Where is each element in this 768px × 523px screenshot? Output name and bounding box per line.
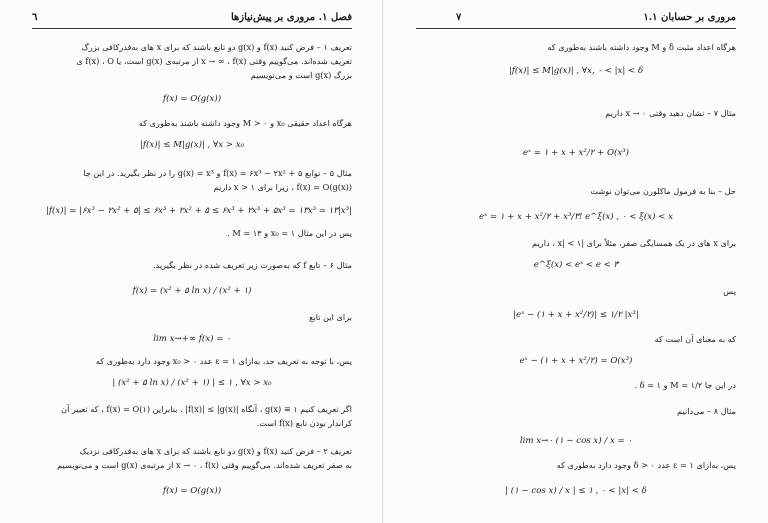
- running-title: ۱.۱ مروری بر حسابان: [643, 12, 736, 23]
- formula: |f(x)| = |۶x³ − ۲x² + ۵| ≤ ۶x³ + ۲x² + ۵ ≤ ۶x³ + ۲x³ + ۵x³ = ۱۳x³ = ۱۳|x³|: [45, 206, 352, 216]
- text-line: بزرگ g(x) است و می‌نویسیم: [250, 70, 352, 80]
- running-title: فصل ۱. مروری بر پیش‌نیازها: [230, 12, 352, 23]
- right-page-header: [416, 12, 736, 26]
- formula: | (x² + ۵ ln x) / (x² + ۱) | ≤ ۱ , ∀x > x₀: [112, 378, 272, 388]
- text-line: مثال ۶ – تابع f که به‌صورت زیر تعریف شده در نظر بگیرید.: [152, 260, 352, 270]
- text-line: حل – بنا به فرمول ماکلورن می‌توان نوشت: [590, 186, 736, 196]
- left-page-header: [32, 12, 352, 26]
- formula: |f(x)| ≤ M|g(x)| , ∀x, ۰ < |x| < δ: [508, 66, 644, 76]
- text-line: هرگاه اعداد مثبت δ و M وجود داشته باشند به‌طوری که: [547, 42, 736, 52]
- text-line: تعریف ۱ – فرض کنید f(x) و g(x) دو تابع باشند که برای x های به‌قدرکافی بزرگ: [81, 42, 352, 52]
- text-line: مثال ۸ – می‌دانیم: [677, 406, 736, 416]
- formula: eˣ − (۱ + x + x²/۲) = O(x³): [519, 356, 633, 366]
- right-page: [384, 0, 768, 523]
- formula: eˣ = ۱ + x + x²/۲ + x³/۳! e^ξ(x) , ۰ < ξ(x) < x: [479, 212, 673, 222]
- page-number: ٦: [32, 12, 38, 23]
- text-line: تعریف ۲ – فرض کنید f(x) و g(x) دو تابع باشند که برای x های به‌قدرکافی نزدیک: [79, 446, 352, 456]
- text-line: برای این تابع: [309, 312, 352, 322]
- formula: | (۱ − cos x) / x | ≤ ۱ , ۰ < |x| < δ: [505, 486, 647, 496]
- text-line: پس: [723, 286, 736, 296]
- text-line: در این جا M = ۱/۲ و δ = ۱ .: [634, 380, 736, 390]
- text-line: پس، به‌ازای ε = ۱ عدد δ > ۰ وجود دارد به‌طوری که: [556, 460, 736, 470]
- formula: lim x→۰ (۱ − cos x) / x = ۰: [519, 436, 633, 446]
- text-line: که به معنای آن است که: [654, 334, 736, 344]
- text-line: هرگاه اعداد حقیقی x₀ و M > ۰ وجود داشته باشند به‌طوری که: [138, 118, 352, 128]
- formula: e^ξ(x) < eˣ < e < ۳: [533, 260, 619, 270]
- text-line: کراندار بودن تابع f(x) است.: [256, 418, 352, 428]
- text-line: اگر تعریف کنیم g(x) ≡ ۱ ، آنگاه |f(x)| ≤ |g(x)| . بنابراین f(x) = O(۱) ، که تعبیر آن: [61, 404, 352, 414]
- header-rule: [416, 28, 736, 29]
- formula: eˣ = ۱ + x + x²/۲ + O(x³): [522, 148, 630, 158]
- formula: |f(x)| ≤ M|g(x)| , ∀x > x₀: [139, 140, 244, 150]
- header-rule: [32, 28, 352, 29]
- text-line: به صفر تعریف شده‌اند. می‌گوییم وقتی x → ۰ ، f(x) از مرتبه‌ی g(x) است و می‌نویسیم: [57, 460, 352, 470]
- text-line: برای x های در یک همسایگی صفر، مثلاً برای |x| < ۱ ، داریم: [532, 238, 736, 248]
- text-line: پس، با توجه به تعریف حد، به‌ازای ε = ۱ عدد x₀ > ۰ وجود دارد به‌طوری که: [95, 356, 352, 366]
- text-line: f(x) = O(g(x)) ، زیرا برای x > ۱ داریم: [213, 182, 352, 192]
- formula: f(x) = O(g(x)): [162, 94, 222, 104]
- formula: lim x→+∞ f(x) = ۰: [153, 334, 231, 344]
- formula: f(x) = (x² + ۵ ln x) / (x² + ۱): [132, 286, 252, 296]
- text-line: پس در این مثال x₀ = ۱ و M = ۱۳ .: [227, 228, 352, 238]
- formula: f(x) = O(g(x)): [162, 486, 222, 496]
- page-number: ۷: [456, 12, 462, 23]
- formula: |eˣ − (۱ + x + x²/۲)| ≤ ۱/۲ |x³|: [513, 310, 639, 320]
- text-line: مثال ۵ – توابع f(x) = ۶x³ − ۲x² + ۵ و g(x) = x³ را در نظر بگیرید. در این جا: [83, 168, 352, 178]
- text-line: مثال ۷ – نشان دهید وقتی x → ۰ داریم: [605, 108, 736, 118]
- text-line: تعریف شده‌اند. می‌گوییم وقتی x → ∞ ، f(x) از مرتبه‌ی g(x) است، یا f(x) ، O ی: [76, 56, 352, 66]
